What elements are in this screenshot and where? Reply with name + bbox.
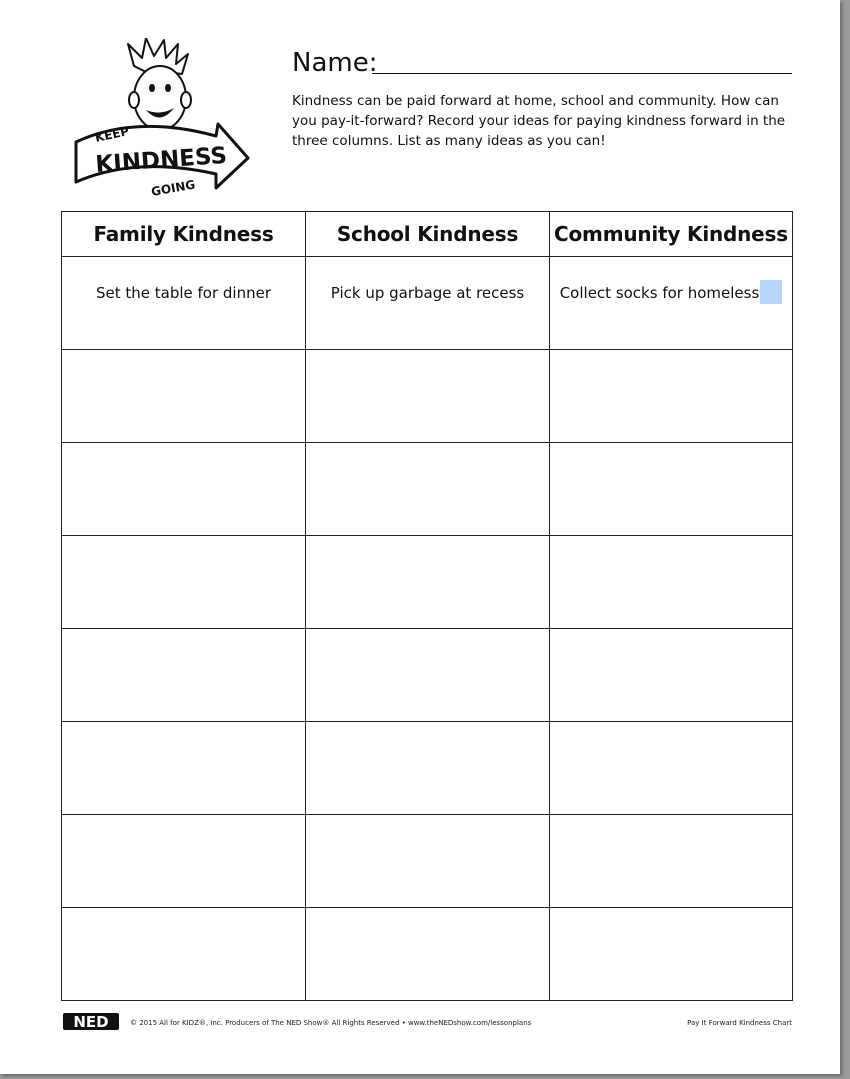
table-row <box>62 815 793 908</box>
table-cell[interactable] <box>62 350 306 443</box>
name-label: Name: <box>292 48 378 78</box>
table-cell[interactable] <box>62 629 306 722</box>
table-cell[interactable] <box>550 908 793 1001</box>
name-input-line[interactable] <box>372 73 792 74</box>
table-cell[interactable] <box>306 257 550 350</box>
cell-text: Pick up garbage at recess <box>330 284 525 302</box>
keep-kindness-going-logo <box>66 38 252 208</box>
table-cell[interactable] <box>550 722 793 815</box>
ned-logo-text: NED <box>73 1013 109 1031</box>
table-cell[interactable] <box>550 257 793 350</box>
table-cell[interactable] <box>62 536 306 629</box>
table-cell[interactable] <box>62 443 306 536</box>
table-cell[interactable] <box>62 815 306 908</box>
header-school-kindness: School Kindness <box>306 212 550 257</box>
logo-kindness-text: KINDNESS <box>94 142 228 178</box>
table-header-row <box>62 212 793 257</box>
logo-going-text: GOING <box>150 177 197 199</box>
table-cell[interactable] <box>550 536 793 629</box>
table-row <box>62 536 793 629</box>
text-selection-highlight <box>760 280 782 304</box>
header-community-kindness: Community Kindness <box>550 212 793 257</box>
table-cell[interactable] <box>306 815 550 908</box>
table-row <box>62 350 793 443</box>
table-cell[interactable] <box>550 815 793 908</box>
table-row <box>62 629 793 722</box>
page-footer <box>62 1012 792 1032</box>
table-cell[interactable] <box>550 350 793 443</box>
table-row <box>62 908 793 1001</box>
table-row <box>62 257 793 350</box>
table-cell[interactable] <box>306 629 550 722</box>
cell-text: Collect socks for homeless <box>559 284 760 302</box>
table-cell[interactable] <box>550 629 793 722</box>
table-row <box>62 443 793 536</box>
header-family-kindness: Family Kindness <box>62 212 306 257</box>
footer-document-title: Pay It Forward Kindness Chart <box>687 1019 792 1027</box>
cell-text: Set the table for dinner <box>95 284 272 302</box>
logo-keep-text: KEEP <box>93 124 131 145</box>
table-cell[interactable] <box>306 908 550 1001</box>
name-field <box>292 48 792 80</box>
table-cell[interactable] <box>306 536 550 629</box>
table-cell[interactable] <box>62 908 306 1001</box>
table-row <box>62 722 793 815</box>
table-cell[interactable] <box>62 722 306 815</box>
table-cell[interactable] <box>306 443 550 536</box>
kindness-table <box>61 211 793 1001</box>
table-cell[interactable] <box>550 443 793 536</box>
table-cell[interactable] <box>62 257 306 350</box>
table-cell[interactable] <box>306 350 550 443</box>
instructions-text: Kindness can be paid forward at home, school and community. How can you pay-it-forward? Record your ideas for paying kindness forward in the three columns. List as many ideas as you can! <box>292 93 786 149</box>
table-cell[interactable] <box>306 722 550 815</box>
footer-copyright: © 2015 All for KIDZ®, Inc. Producers of The NED Show® All Rights Reserved • www.theNEDshow.com/lessonplans <box>130 1019 532 1027</box>
ned-logo <box>62 1012 124 1032</box>
